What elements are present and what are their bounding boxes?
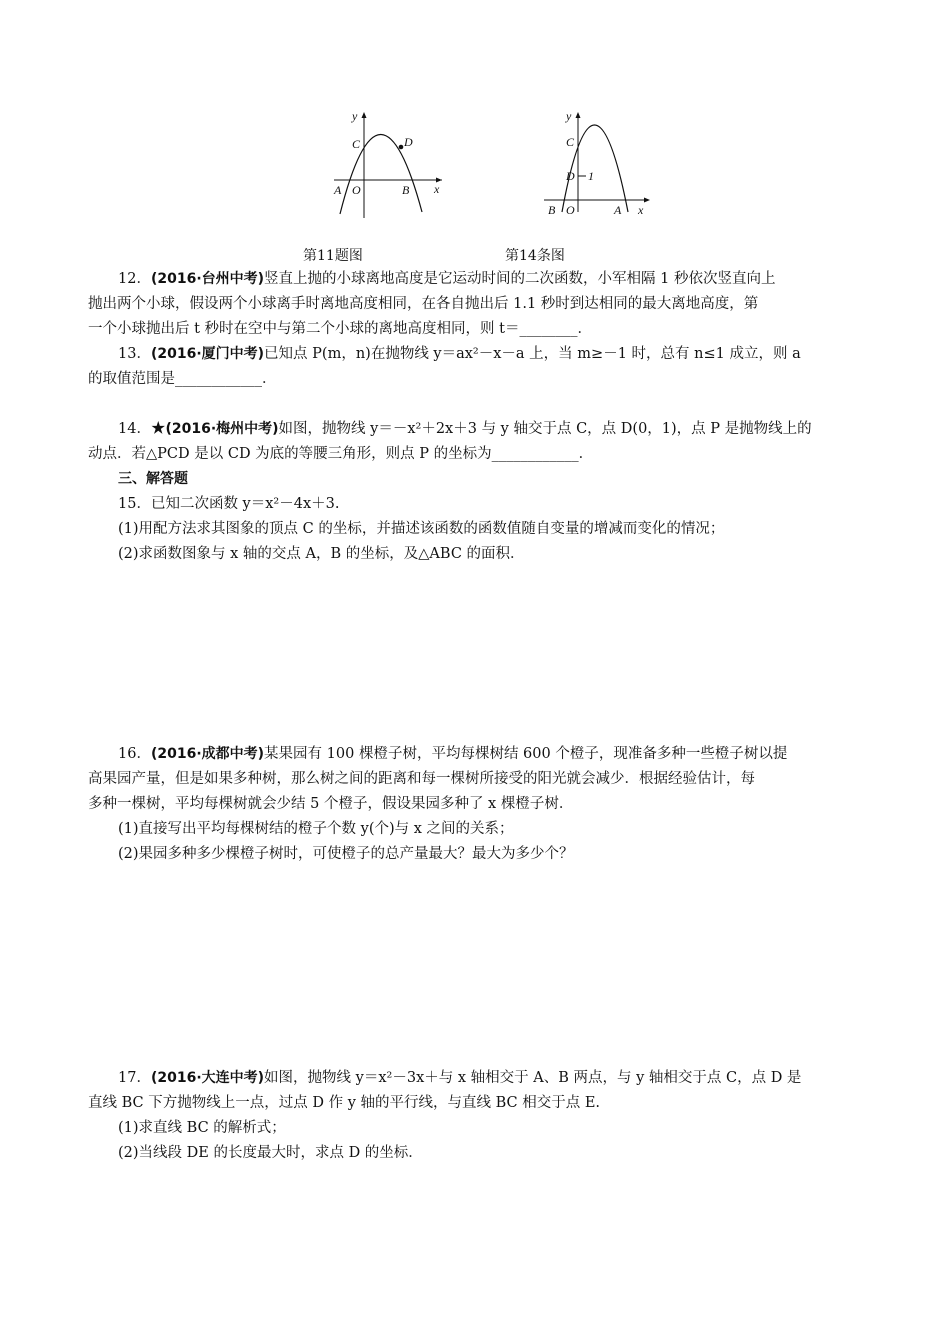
q17-part-2: (2)当线段 DE 的长度最大时，求点 D 的坐标． xyxy=(118,1145,423,1161)
section-heading: 三、解答题 xyxy=(118,471,188,487)
q16-part-2: (2)果园多种多少棵橙子树时，可使橙子的总产量最大？最大为多少个？ xyxy=(118,846,574,862)
figure-14 xyxy=(540,108,660,220)
q16-text-1: 某果园有 100 棵橙子树，平均每棵树结 600 个橙子，现准备多种一些橙子树以提 xyxy=(264,746,788,762)
y-axis-arrow xyxy=(362,112,367,118)
q12-source: (2016·台州中考) xyxy=(150,271,265,287)
point-d xyxy=(399,145,404,150)
q12-line-2: 抛出两个小球，假设两个小球离手时离地高度相同，在各自抛出后 1.1 秒时到达相同的最大离地高度，第 xyxy=(88,296,759,312)
q13-number: 13． xyxy=(118,346,151,362)
q17-text-1: 如图，抛物线 y＝x²－3x＋与 x 轴相交于 A、B 两点，与 y 轴相交于点 C，点 D 是 xyxy=(264,1070,802,1086)
q16-line-1 xyxy=(118,744,787,764)
label-one: 1 xyxy=(588,169,594,183)
label-c: C xyxy=(566,135,575,149)
x-axis-arrow xyxy=(644,198,650,203)
q16-source: (2016·成都中考) xyxy=(150,746,265,762)
q16-line-2: 高果园产量，但是如果多种树，那么树之间的距离和每一棵树所接受的阳光就会减少．根据经验估计，每 xyxy=(88,771,755,787)
label-x: x xyxy=(434,182,440,196)
figure-11 xyxy=(330,108,450,220)
q16-line-3: 多种一棵树，平均每棵树就会少结 5 个橙子，假设果园多种了 x 棵橙子树． xyxy=(88,796,574,812)
q12-line-3: 一个小球抛出后 t 秒时在空中与第二个小球的离地高度相同，则 t＝________． xyxy=(88,321,592,337)
q16-part-1: (1)直接写出平均每棵树结的橙子个数 y(个)与 x 之间的关系； xyxy=(118,821,514,837)
q17-part-1: (1)求直线 BC 的解析式； xyxy=(118,1120,286,1136)
figure-11-graph xyxy=(330,108,450,220)
label-x: x xyxy=(638,203,644,217)
label-y: y xyxy=(566,109,572,123)
q14-number: 14． xyxy=(118,421,151,437)
q12-number: 12． xyxy=(118,271,151,287)
q13-line-1 xyxy=(118,344,801,364)
label-d: D xyxy=(566,169,575,183)
label-b: B xyxy=(402,183,410,197)
caption-figure-14: 第14条图 xyxy=(505,248,565,264)
q17-line-2: 直线 BC 下方抛物线上一点，过点 D 作 y 轴的平行线，与直线 BC 相交于点 E. xyxy=(88,1095,601,1111)
q14-line-2: 动点．若△PCD 是以 CD 为底的等腰三角形，则点 P 的坐标为____________． xyxy=(88,446,594,462)
q14-line-1 xyxy=(118,419,812,439)
caption-figure-11: 第11题图 xyxy=(303,248,363,264)
q12-line-1 xyxy=(118,269,776,289)
q15-part-2: (2)求函数图象与 x 轴的交点 A，B 的坐标，及△ABC 的面积． xyxy=(118,546,525,562)
label-y: y xyxy=(352,109,358,123)
q15-part-1: (1)用配方法求其图象的顶点 C 的坐标，并描述该函数的函数值随自变量的增减而变化的情况； xyxy=(118,521,725,537)
q14-text-1: 如图，抛物线 y＝－x²＋2x＋3 与 y 轴交于点 C，点 D(0，1)，点 P 是抛物线上的 xyxy=(278,421,812,437)
q17-source: (2016·大连中考) xyxy=(150,1070,265,1086)
q13-line-2: 的取值范围是____________． xyxy=(88,371,277,387)
q14-star: ★ xyxy=(150,421,166,437)
figure-14-graph xyxy=(540,108,660,220)
label-a: A xyxy=(614,203,622,217)
label-d: D xyxy=(404,135,413,149)
q15-stem: 15．已知二次函数 y＝x²－4x＋3. xyxy=(118,496,340,512)
y-axis-arrow xyxy=(576,112,581,118)
label-o: O xyxy=(352,183,361,197)
q13-text-1: 已知点 P(m，n)在抛物线 y＝ax²－x－a 上，当 m≥－1 时，总有 n≤1 成立，则 a xyxy=(264,346,801,362)
label-a: A xyxy=(334,183,342,197)
q13-source: (2016·厦门中考) xyxy=(150,346,265,362)
q14-source: (2016·梅州中考) xyxy=(165,421,279,437)
q12-text-1: 竖直上抛的小球离地高度是它运动时间的二次函数，小军相隔 1 秒依次竖直向上 xyxy=(264,271,776,287)
q17-number: 17． xyxy=(118,1070,151,1086)
q17-line-1 xyxy=(118,1068,801,1088)
q16-number: 16． xyxy=(118,746,151,762)
label-b: B xyxy=(548,203,556,217)
label-o: O xyxy=(566,203,575,217)
label-c: C xyxy=(352,137,361,151)
